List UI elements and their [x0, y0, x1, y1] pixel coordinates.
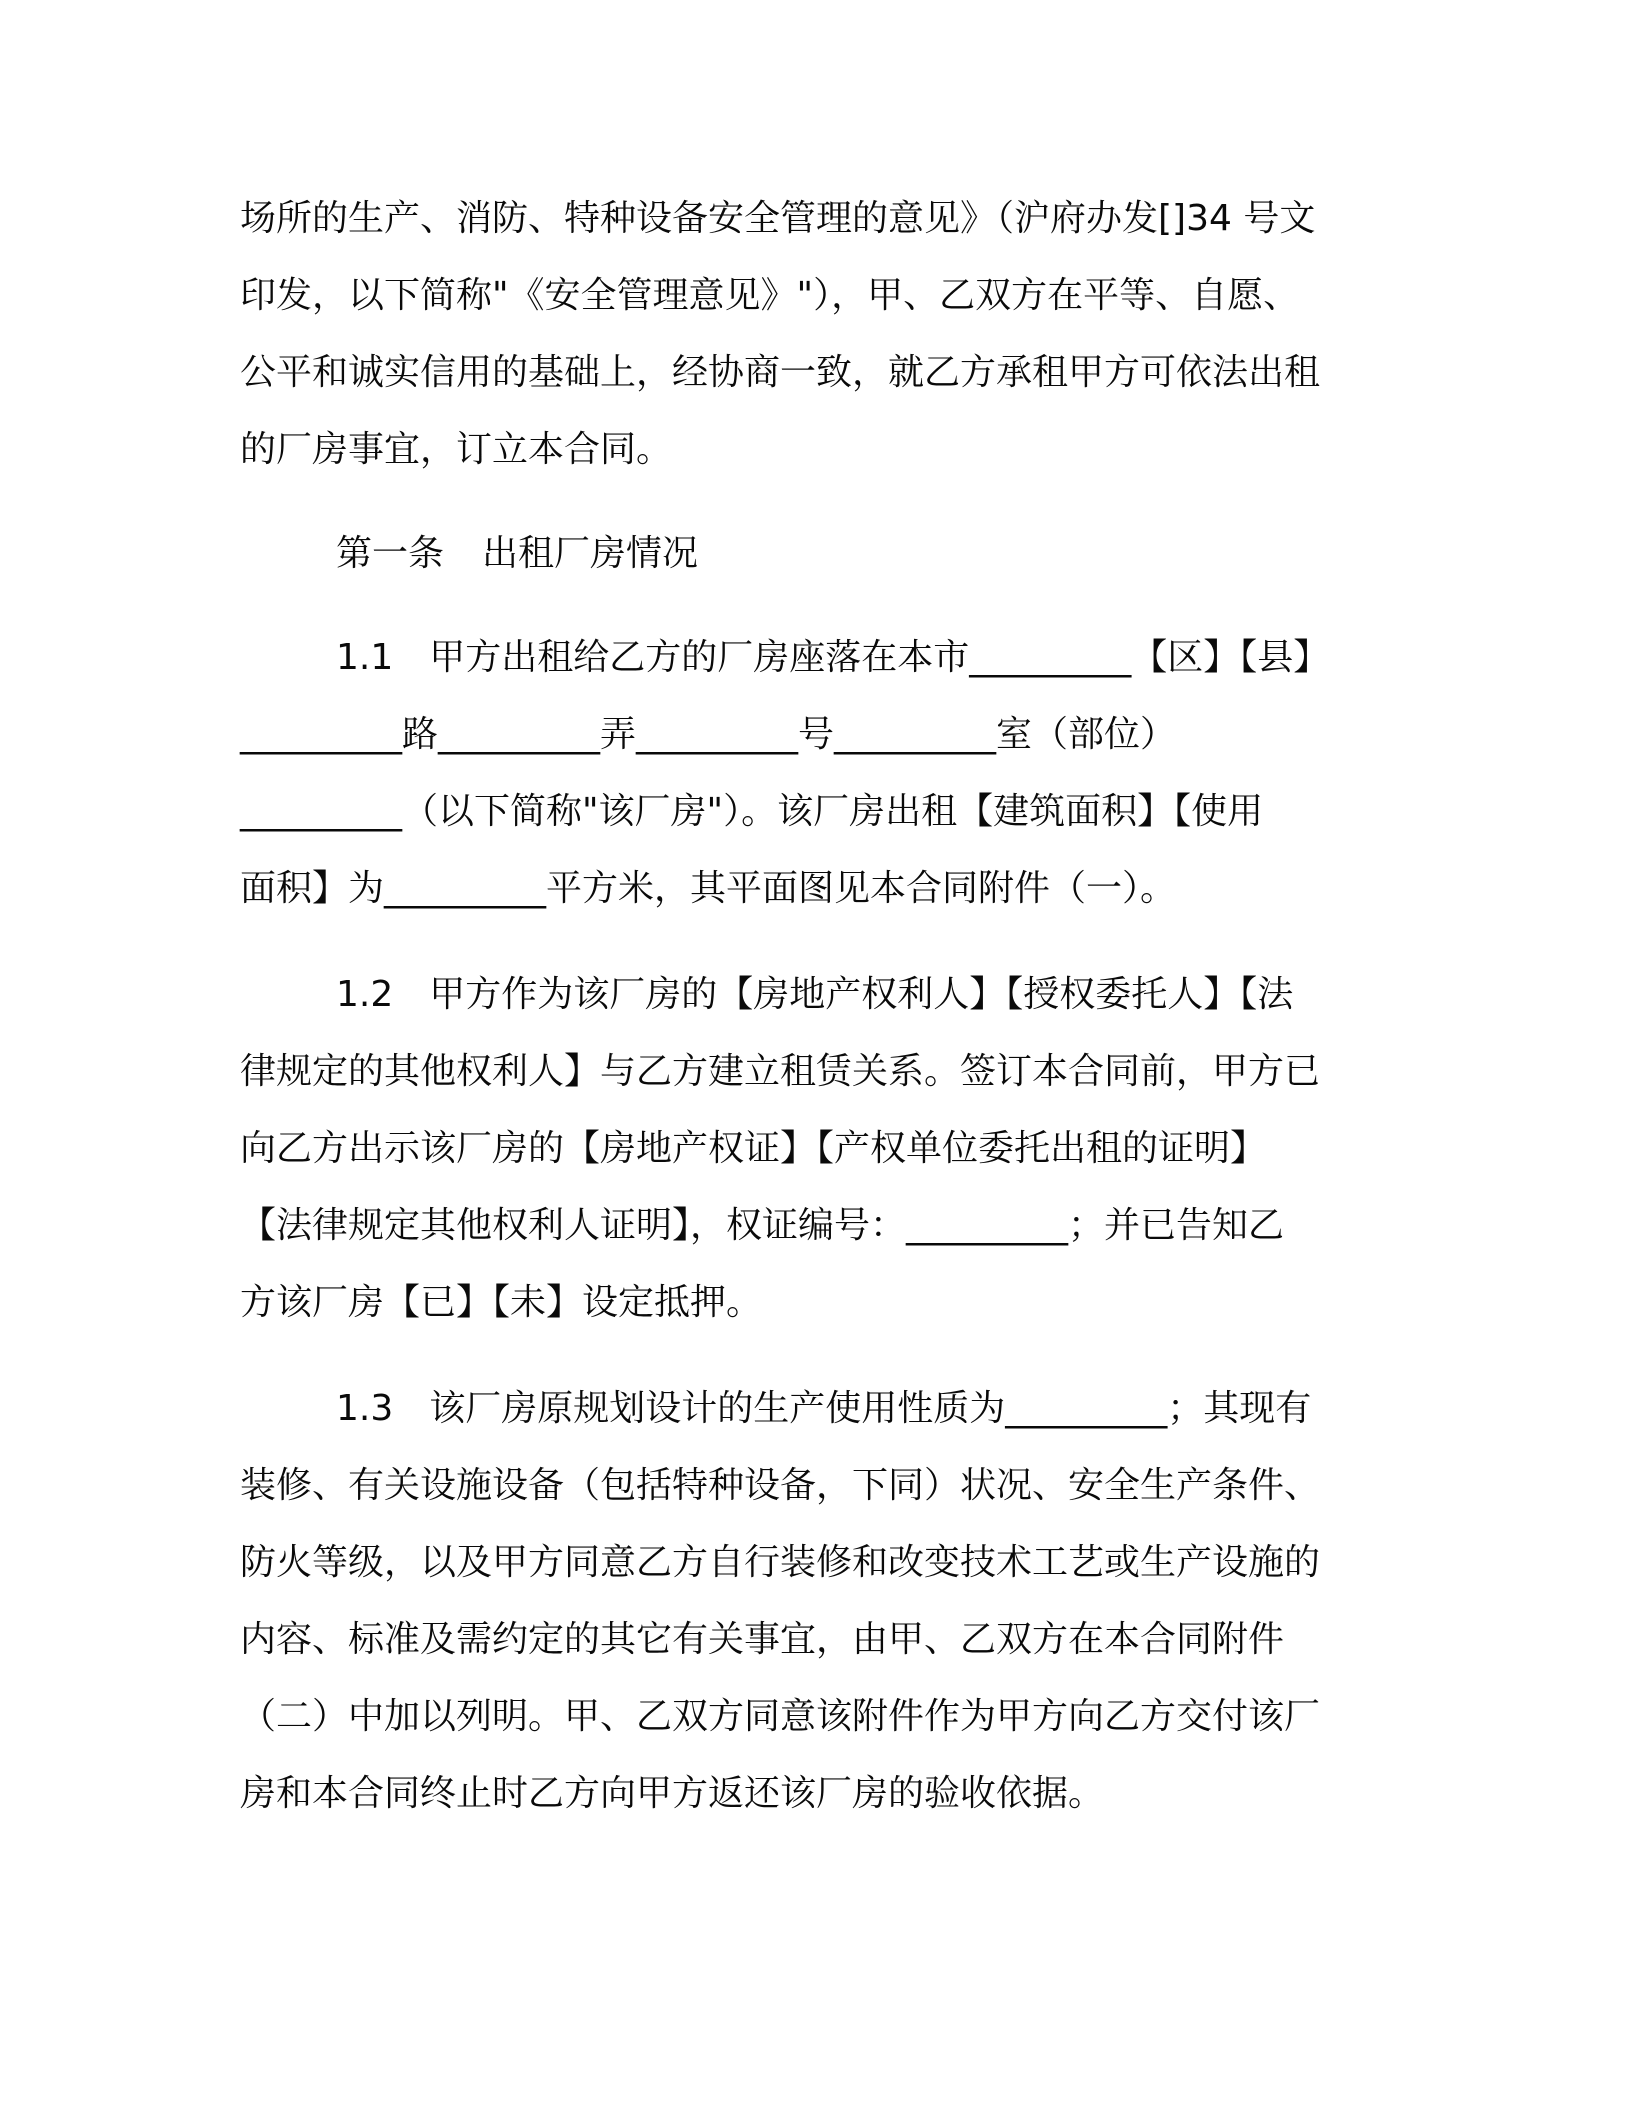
text-line: 1.2 甲方作为该厂房的【房地产权利人】【授权委托人】【法	[336, 974, 1294, 1015]
text-line: 房和本合同终止时乙方向甲方返还该厂房的验收依据。	[240, 1773, 1105, 1814]
text-line: 公平和诚实信用的基础上，经协商一致，就乙方承租甲方可依法出租	[240, 352, 1321, 393]
text-line: 防火等级，以及甲方同意乙方自行装修和改变技术工艺或生产设施的	[240, 1542, 1321, 1583]
text-line: 1.1 甲方出租给乙方的厂房座落在本市_________【区】【县】	[336, 637, 1330, 678]
intro-paragraph	[240, 180, 1390, 488]
text-line: 装修、有关设施设备（包括特种设备，下同）状况、安全生产条件、	[240, 1465, 1321, 1506]
text-line: 1.3 该厂房原规划设计的生产使用性质为_________；其现有	[336, 1388, 1312, 1429]
text-line: （二）中加以列明。甲、乙双方同意该附件作为甲方向乙方交付该厂	[240, 1696, 1321, 1737]
text-line: _________路_________弄_________号_________室（部位）	[240, 714, 1177, 755]
text-line: 向乙方出示该厂房的【房地产权证】【产权单位委托出租的证明】	[240, 1128, 1267, 1169]
text-line: 场所的生产、消防、特种设备安全管理的意见》（沪府办发[]34 号文	[240, 198, 1316, 239]
clause-1-1	[240, 619, 1390, 927]
text-line: 方该厂房【已】【未】设定抵押。	[240, 1282, 763, 1323]
text-line: 内容、标准及需约定的其它有关事宜，由甲、乙双方在本合同附件	[240, 1619, 1285, 1660]
text-line: 律规定的其他权利人】与乙方建立租赁关系。签订本合同前，甲方已	[240, 1051, 1321, 1092]
clause-1-3	[240, 1370, 1390, 1832]
document-page	[240, 180, 1390, 1832]
text-line: 的厂房事宜，订立本合同。	[240, 429, 673, 470]
text-line: _________（以下简称"该厂房"）。该厂房出租【建筑面积】【使用	[240, 791, 1264, 832]
article-heading	[240, 515, 1390, 592]
text-line: 面积】为_________平方米，其平面图见本合同附件（一）。	[240, 868, 1177, 909]
article-number: 第一条	[336, 533, 445, 574]
article-title: 出租厂房情况	[482, 533, 699, 574]
clause-1-2	[240, 956, 1390, 1341]
text-line: 印发，以下简称"《安全管理意见》"），甲、乙双方在平等、自愿、	[240, 275, 1300, 316]
text-line: 【法律规定其他权利人证明】，权证编号：_________；并已告知乙	[240, 1205, 1285, 1246]
